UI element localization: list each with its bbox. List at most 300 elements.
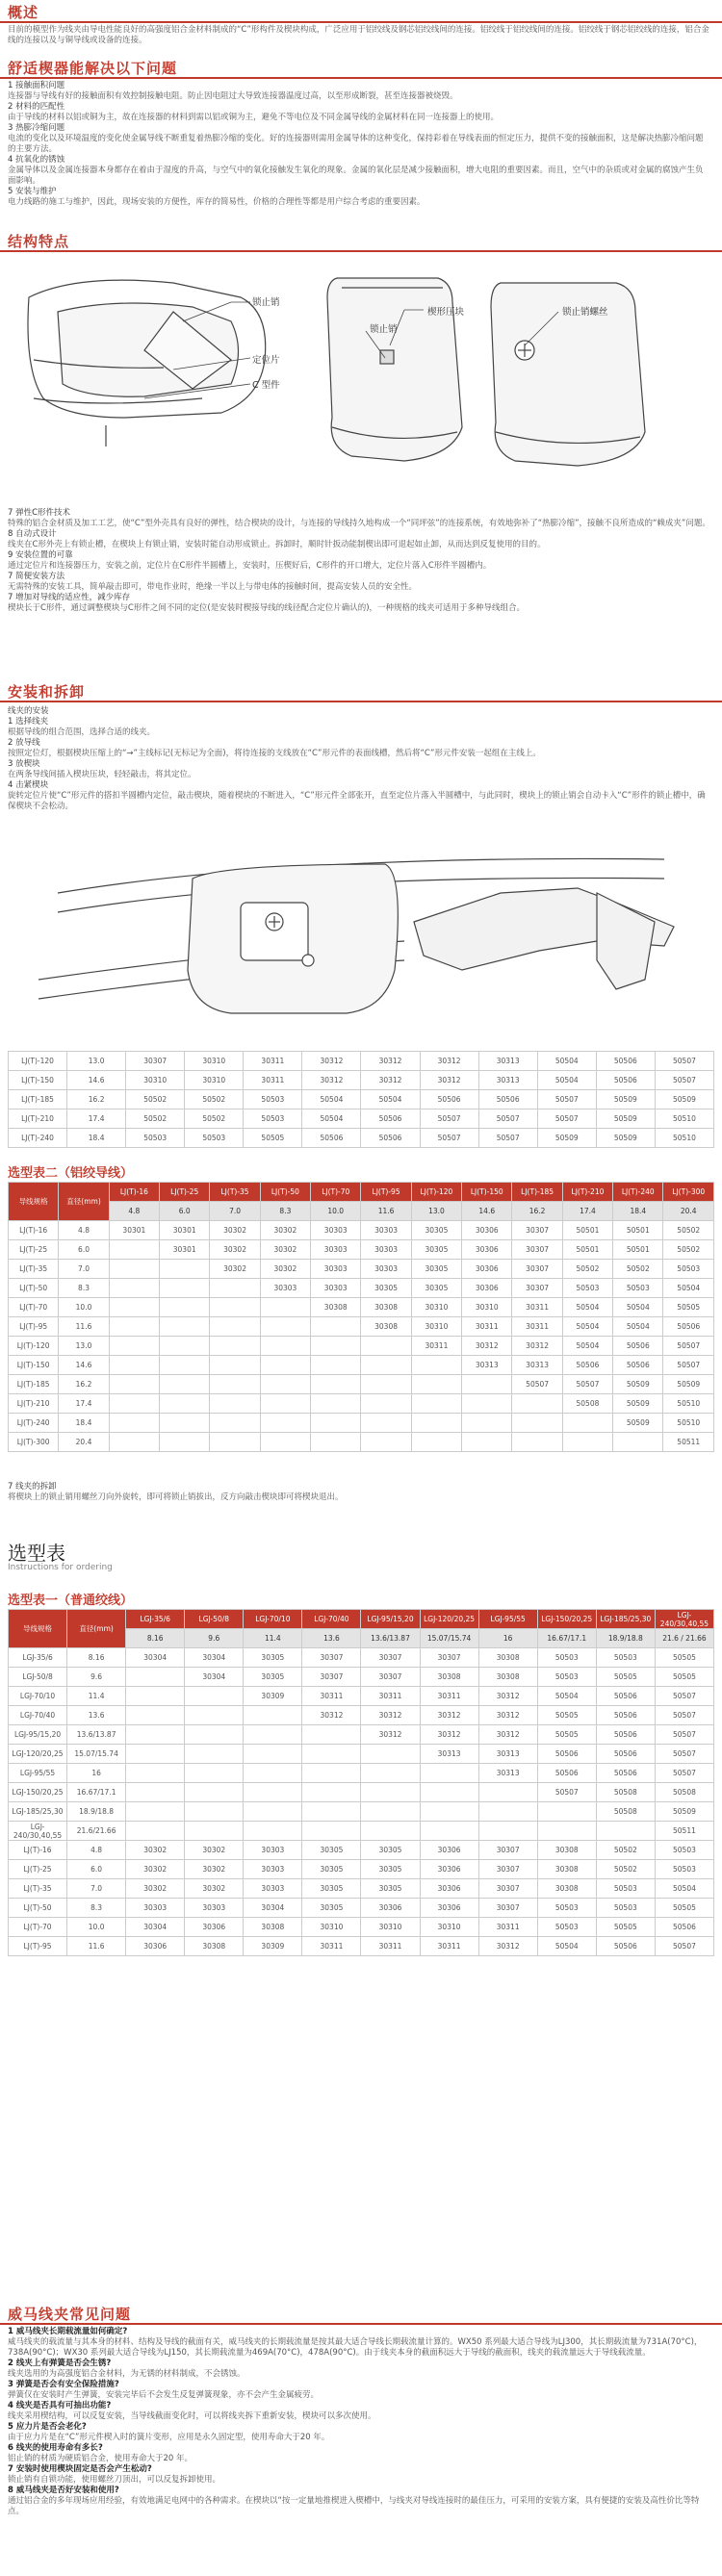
table-cell: 50506 (596, 1745, 655, 1764)
table-cell: 50507 (420, 1129, 478, 1148)
table-cell: 50507 (655, 1687, 713, 1706)
table-cell: 50507 (420, 1109, 478, 1129)
table-cell: 21.6/21.66 (67, 1822, 126, 1841)
structure-feature-text: 无需特殊的安装工具，简单敲击即可，带电作业时，绝缘一半以上与带电体的接触时间，提高安装人员的安全性。 (8, 582, 418, 592)
table-cell: LJ(T)-50 (9, 1279, 59, 1298)
table1-title: 选型表一（普通绞线） (8, 1594, 134, 1608)
column-diameter: 17.4 (562, 1202, 612, 1221)
table-cell: 8.16 (67, 1648, 126, 1668)
table-cell: 50507 (562, 1375, 612, 1394)
column-header: LGJ-120/20,25 (420, 1610, 478, 1629)
table-cell: 30312 (302, 1706, 361, 1725)
table-cell (160, 1317, 210, 1337)
table-cell (462, 1433, 512, 1452)
table-cell (185, 1764, 244, 1783)
table-cell: LJ(T)-70 (9, 1918, 67, 1937)
table-cell (537, 1802, 596, 1822)
table-cell: 30301 (160, 1221, 210, 1240)
problem-heading: 4 抗氧化的锈蚀 (8, 155, 65, 165)
table-cell (210, 1394, 260, 1414)
table-cell: 30312 (478, 1725, 537, 1745)
table-cell (185, 1802, 244, 1822)
table-cell: 50508 (596, 1802, 655, 1822)
table-cell (562, 1414, 612, 1433)
structure-drawing (0, 254, 722, 499)
faq-question: 1 威马线夹长期载流量如何确定? (8, 2327, 128, 2336)
table-cell (361, 1394, 411, 1414)
column-diameter: 8.16 (126, 1629, 185, 1648)
table-cell: 30311 (420, 1687, 478, 1706)
table-cell: 50507 (537, 1783, 596, 1802)
column-diameter: 7.0 (210, 1202, 260, 1221)
faq-list (8, 2327, 710, 2517)
table-row (9, 1802, 714, 1822)
table-cell: 50503 (562, 1279, 612, 1298)
table-cell: 30305 (244, 1668, 302, 1687)
table-cell: 50510 (663, 1394, 714, 1414)
table-cell: LJ(T)-210 (9, 1109, 67, 1129)
table-cell: 18.9/18.8 (67, 1802, 126, 1822)
table-cell: 30301 (109, 1221, 159, 1240)
table-cell (109, 1260, 159, 1279)
table-cell: 50504 (562, 1337, 612, 1356)
table-cell: 50509 (655, 1802, 713, 1822)
table-cell: 50504 (302, 1090, 361, 1109)
table-cell: LJ(T)-150 (9, 1071, 67, 1090)
table-cell: 50506 (596, 1706, 655, 1725)
table-cell: 30312 (462, 1337, 512, 1356)
table-cell (260, 1317, 310, 1337)
install-title: 安装和拆卸 (8, 683, 86, 701)
table-cell: 50502 (596, 1860, 655, 1879)
table-row (9, 1841, 714, 1860)
table-cell: 30306 (185, 1918, 244, 1937)
table-cell: 50501 (613, 1240, 663, 1260)
table-cell: 16.2 (59, 1375, 109, 1394)
table-cell: 30302 (210, 1221, 260, 1240)
table-cell: 6.0 (67, 1860, 126, 1879)
table-row (9, 1109, 714, 1129)
table-cell (126, 1745, 185, 1764)
structure-feature-heading: 7 增加对导线的适应性，减少库存 (8, 593, 131, 602)
table-cell: 50509 (655, 1090, 713, 1109)
table-cell: 10.0 (59, 1298, 109, 1317)
column-header: LGJ-70/10 (244, 1610, 302, 1629)
column-diameter: 21.6 / 21.66 (655, 1629, 713, 1648)
column-diameter: 6.0 (160, 1202, 210, 1221)
table-cell: 30312 (302, 1052, 361, 1071)
table-cell (126, 1764, 185, 1783)
table-cell (302, 1783, 361, 1802)
structure-list (8, 508, 710, 614)
problem-text: 电流的变化以及环境温度的变化使金属导线不断重复着热膨冷缩的变化。好的连接器则需用金属导体的这种变化，保持彩着在导线表面的恒定压力，提供不变的接触面积，这是解决热膨冷缩问题的主要方法。 (8, 134, 704, 154)
table-cell: 50504 (655, 1879, 713, 1899)
faq-answer: 线夹选用的为高强度铝合金材料，为无锈的材料制成，不会锈蚀。 (8, 2369, 245, 2379)
table-cell: 30313 (478, 1052, 537, 1071)
removal-block (8, 1482, 710, 1503)
table-cell (109, 1337, 159, 1356)
table-cell: 50506 (596, 1937, 655, 1956)
table-cell: 30303 (311, 1279, 361, 1298)
table-cell (185, 1745, 244, 1764)
table-cell: 6.0 (59, 1240, 109, 1260)
table-cell: 50510 (655, 1109, 713, 1129)
table-cell: 50506 (596, 1725, 655, 1745)
table-row (9, 1279, 714, 1298)
table-cell: 30302 (210, 1260, 260, 1279)
table2 (8, 1182, 714, 1452)
table-cell: 30307 (361, 1668, 420, 1687)
table-cell: 30310 (302, 1918, 361, 1937)
install-step-text: 旋转定位片使“C”形元件的搭扣半圆槽内定位，敲击楔块，随着楔块的不断进入，“C”形元件全部张开，直至定位片落入半圆槽中，与此同时，楔块上的锁止销会自动卡入“C”形件的锁止槽中，确保楔块不会松动。 (8, 791, 706, 811)
problem-heading: 3 热膨冷缩问题 (8, 123, 65, 133)
table-cell: 50501 (562, 1221, 612, 1240)
table-row (9, 1090, 714, 1109)
table-cell: 13.6 (67, 1706, 126, 1725)
table-cell: LJ(T)-25 (9, 1240, 59, 1260)
table-cell (244, 1745, 302, 1764)
table-cell: 30307 (512, 1221, 562, 1240)
table-row (9, 1260, 714, 1279)
table-cell (109, 1298, 159, 1317)
table-cell: 30306 (462, 1221, 512, 1240)
table-cell (109, 1240, 159, 1260)
column-header: LJ(T)-120 (411, 1183, 461, 1202)
table-cell: 30312 (361, 1071, 420, 1090)
table-cell: 50505 (663, 1298, 714, 1317)
table-cell (361, 1783, 420, 1802)
table-cell: 30311 (361, 1937, 420, 1956)
table-cell: 14.6 (67, 1071, 126, 1090)
install-drawing (0, 835, 722, 1047)
table-row (9, 1783, 714, 1802)
table-cell: 30302 (260, 1240, 310, 1260)
table-cell: 30310 (185, 1052, 244, 1071)
table-cell (311, 1414, 361, 1433)
column-diameter: 11.6 (361, 1202, 411, 1221)
table-cell: 50507 (655, 1745, 713, 1764)
table-cell: LJ(T)-35 (9, 1260, 59, 1279)
table-cell: 11.6 (59, 1317, 109, 1337)
table-cell: 50507 (512, 1375, 562, 1394)
table-cell (260, 1433, 310, 1452)
table-cell: 20.4 (59, 1433, 109, 1452)
table-cell (244, 1725, 302, 1745)
table-cell: 50502 (562, 1260, 612, 1279)
table-cell (311, 1337, 361, 1356)
table-cell: 50507 (655, 1071, 713, 1090)
table-cell: 30310 (185, 1071, 244, 1090)
column-header: LGJ-95/55 (478, 1610, 537, 1629)
faq-question: 3 弹簧是否会有安全保险措施? (8, 2380, 119, 2389)
table-cell: 30307 (512, 1260, 562, 1279)
table-cell: LJ(T)-185 (9, 1090, 67, 1109)
table-cell: 30309 (244, 1687, 302, 1706)
table-cell: 30307 (126, 1052, 185, 1071)
table-cell: 50504 (537, 1071, 596, 1090)
table-cell (160, 1394, 210, 1414)
table-cell: 50509 (537, 1129, 596, 1148)
table-cell (160, 1375, 210, 1394)
table-cell: 9.6 (67, 1668, 126, 1687)
table-row (9, 1687, 714, 1706)
column-header: LGJ-240/30,40,55 (655, 1610, 713, 1629)
structure-title: 结构特点 (8, 233, 70, 250)
table-cell (420, 1802, 478, 1822)
table-cell: 30311 (411, 1337, 461, 1356)
table-cell (160, 1298, 210, 1317)
table-cell: 30302 (185, 1841, 244, 1860)
table-cell: LJ(T)-120 (9, 1337, 59, 1356)
faq-question: 2 线夹上有弹簧是否会生锈? (8, 2359, 112, 2368)
table-cell: 30313 (478, 1745, 537, 1764)
label-lock-screw: 锁止销螺丝 (562, 307, 608, 318)
table-row (9, 1356, 714, 1375)
corner-cell: 导线规格 (9, 1183, 59, 1221)
table-cell: 10.0 (67, 1918, 126, 1937)
faq-title: 威马线夹常见问题 (8, 2306, 132, 2323)
column-diameter: 14.6 (462, 1202, 512, 1221)
table-cell: LJ(T)-240 (9, 1129, 67, 1148)
table-cell: 8.3 (67, 1899, 126, 1918)
column-diameter: 16.2 (512, 1202, 562, 1221)
structure-feature-text: 楔块长于C形件，通过调整楔块与C形件之间不同的定位(是安装时楔接导线的线径配合定位片确认的)，一种规格的线夹可适用于多种导线组合。 (8, 603, 526, 613)
table-row (9, 1298, 714, 1317)
table-cell: 50503 (537, 1899, 596, 1918)
column-header: LGJ-185/25,30 (596, 1610, 655, 1629)
faq-answer: 由于应力片是在“C”形元件楔入时的簧片变形，应用是永久固定型，使用寿命大于20 年。 (8, 2433, 330, 2442)
table-cell: LJ(T)-95 (9, 1317, 59, 1337)
table-cell (210, 1337, 260, 1356)
table-cell: 50503 (244, 1109, 302, 1129)
table-cell: 50506 (537, 1764, 596, 1783)
table-cell (126, 1706, 185, 1725)
table-cell: 50502 (185, 1090, 244, 1109)
table-cell: 50506 (420, 1090, 478, 1109)
table-cell: 30307 (420, 1648, 478, 1668)
table-cell: 30306 (462, 1279, 512, 1298)
column-diameter: 10.0 (311, 1202, 361, 1221)
label-c-part: C 型件 (252, 380, 280, 391)
table-cell: 50506 (596, 1687, 655, 1706)
table-cell: 50504 (361, 1090, 420, 1109)
column-diameter: 9.6 (185, 1629, 244, 1648)
column-diameter: 13.0 (411, 1202, 461, 1221)
table-cell: 50503 (537, 1648, 596, 1668)
faq-question: 4 线夹是否具有可抽出功能? (8, 2401, 112, 2410)
table-cell: 7.0 (67, 1879, 126, 1899)
table-cell: 30307 (302, 1668, 361, 1687)
column-diameter: 13.6/13.87 (361, 1629, 420, 1648)
table-cell (244, 1783, 302, 1802)
column-header: LGJ-95/15,20 (361, 1610, 420, 1629)
install-step-text: 按照定位灯，根据楔块压缩上的“→”主线标记(无标记为全面)，将待连接的支线放在“C”形元件的表面线槽，然后将“C”形元件安装一起组在主线上。 (8, 749, 541, 758)
table-cell: 30308 (420, 1668, 478, 1687)
table-cell: 30307 (302, 1648, 361, 1668)
column-diameter: 18.9/18.8 (596, 1629, 655, 1648)
faq-answer: 线夹采用楔结构，可以反复安装，当导线截面变化时，可以将线夹拆下重新安装，楔块可以多次使用。 (8, 2411, 376, 2421)
table-cell: 30313 (512, 1356, 562, 1375)
table-cell: LGJ-120/20,25 (9, 1745, 67, 1764)
table-cell: 50504 (537, 1937, 596, 1956)
table-cell (420, 1764, 478, 1783)
table-cell: 50510 (655, 1129, 713, 1148)
table-cell: 50509 (596, 1109, 655, 1129)
table-cell (260, 1394, 310, 1414)
table-cell (302, 1745, 361, 1764)
table-cell (160, 1414, 210, 1433)
table-cell: 30301 (160, 1240, 210, 1260)
table-cell: 13.0 (59, 1337, 109, 1356)
table-cell: 50502 (126, 1109, 185, 1129)
table-cell: 50506 (478, 1090, 537, 1109)
table-cell: 50502 (663, 1240, 714, 1260)
faq-answer: 锁止销有自锁功能，使用螺丝刀顶出，可以反复拆卸使用。 (8, 2475, 221, 2485)
table-cell: 30305 (411, 1279, 461, 1298)
table0 (8, 1051, 714, 1148)
structure-feature-heading: 8 自动式设计 (8, 529, 57, 539)
table-row (9, 1433, 714, 1452)
table-cell: 50502 (185, 1109, 244, 1129)
table-cell: 50506 (663, 1317, 714, 1337)
table-cell (244, 1706, 302, 1725)
column-diameter: 20.4 (663, 1202, 714, 1221)
table-cell: 30305 (361, 1841, 420, 1860)
table-cell: 50505 (244, 1129, 302, 1148)
table-cell (462, 1414, 512, 1433)
table-cell: 30311 (478, 1918, 537, 1937)
faq-answer: 弹簧仅在安装时产生弹簧，安装完毕后不会发生反复弹簧现象，亦不会产生金属疲劳。 (8, 2390, 320, 2400)
table-row (9, 1375, 714, 1394)
table-cell (160, 1260, 210, 1279)
table-cell: 30305 (411, 1260, 461, 1279)
structure-feature-text: 特殊的铝合金材质及加工工艺，使“C”型外壳具有良好的弹性，结合楔块的设计，与连接的导线持久地构成一个“同坪弦”的连接系统，有效地弥补了“热膨冷缩”，接触不良所造成的“赖成夹”问题。 (8, 519, 710, 528)
table-cell (361, 1745, 420, 1764)
table-cell (302, 1764, 361, 1783)
install-divider (0, 701, 722, 702)
table-cell: LJ(T)-70 (9, 1298, 59, 1317)
table-cell: LGJ-70/40 (9, 1706, 67, 1725)
table-cell: 50510 (663, 1414, 714, 1433)
table-row (9, 1317, 714, 1337)
table-cell (478, 1822, 537, 1841)
table-cell: 50507 (663, 1337, 714, 1356)
table-cell: 50508 (596, 1783, 655, 1802)
column-header: LJ(T)-16 (109, 1183, 159, 1202)
column-header: LJ(T)-210 (562, 1183, 612, 1202)
table-cell: 30311 (302, 1937, 361, 1956)
table-cell: 50506 (302, 1129, 361, 1148)
table0-grid (8, 1051, 714, 1148)
table-cell (311, 1433, 361, 1452)
table1-grid (8, 1609, 714, 1956)
table-cell: 50505 (537, 1706, 596, 1725)
table-cell: 30303 (311, 1260, 361, 1279)
table-cell: 30302 (185, 1860, 244, 1879)
table-cell (109, 1375, 159, 1394)
table-cell (160, 1356, 210, 1375)
table-cell (185, 1822, 244, 1841)
table-cell (160, 1337, 210, 1356)
table-cell: 30304 (244, 1899, 302, 1918)
table2-title: 选型表二（铝绞导线） (8, 1166, 134, 1181)
table-cell: 30312 (361, 1725, 420, 1745)
table-cell: 13.0 (67, 1052, 126, 1071)
table-cell: 50509 (613, 1394, 663, 1414)
table-cell: 30305 (361, 1279, 411, 1298)
table-row (9, 1129, 714, 1148)
table-cell: 50509 (613, 1414, 663, 1433)
table-cell (462, 1375, 512, 1394)
table-cell (185, 1706, 244, 1725)
table-cell: 30303 (361, 1221, 411, 1240)
column-header: LJ(T)-95 (361, 1183, 411, 1202)
table-cell: 30310 (462, 1298, 512, 1317)
table-cell: 30305 (302, 1860, 361, 1879)
label-locating-pin: 定位片 (252, 355, 280, 366)
table-cell: 30304 (126, 1648, 185, 1668)
table-cell: 30304 (126, 1918, 185, 1937)
table-cell: 50505 (655, 1668, 713, 1687)
table-cell: 50504 (562, 1317, 612, 1337)
table-cell (126, 1802, 185, 1822)
table-cell: LJ(T)-16 (9, 1841, 67, 1860)
problems-list (8, 81, 710, 208)
table-cell: LJ(T)-240 (9, 1414, 59, 1433)
table-cell: 30303 (260, 1279, 310, 1298)
table-cell (411, 1414, 461, 1433)
table-cell: 30311 (512, 1317, 562, 1337)
table-cell (210, 1279, 260, 1298)
table-cell (260, 1375, 310, 1394)
table-cell (361, 1433, 411, 1452)
table-row (9, 1221, 714, 1240)
table-cell: 30306 (420, 1879, 478, 1899)
table-row (9, 1725, 714, 1745)
column-diameter: 8.3 (260, 1202, 310, 1221)
table-cell: 30313 (478, 1071, 537, 1090)
table-cell: 30312 (478, 1937, 537, 1956)
table-cell (411, 1394, 461, 1414)
table-cell (311, 1375, 361, 1394)
table-cell: 50506 (596, 1764, 655, 1783)
removal-text: 将楔块上的锁止销用螺丝刀向外旋转，即可将锁止销拔出，反方向敲击楔块即可将楔块退出。 (8, 1492, 344, 1502)
table-cell: 50502 (596, 1841, 655, 1860)
overview-title: 概述 (8, 4, 39, 21)
table-cell: 50506 (596, 1071, 655, 1090)
table-cell: 30303 (244, 1860, 302, 1879)
column-header: LJ(T)-240 (613, 1183, 663, 1202)
table-cell: 30306 (420, 1899, 478, 1918)
table-cell: 50505 (655, 1648, 713, 1668)
install-list (8, 706, 710, 812)
table-cell: 50511 (663, 1433, 714, 1452)
table-cell (361, 1375, 411, 1394)
table-cell (562, 1433, 612, 1452)
column-header: LJ(T)-300 (663, 1183, 714, 1202)
table-cell (596, 1822, 655, 1841)
table-cell: 30312 (512, 1337, 562, 1356)
table-cell: 50503 (655, 1841, 713, 1860)
table-cell (361, 1802, 420, 1822)
table-cell: 30303 (126, 1899, 185, 1918)
table-cell: 30305 (302, 1841, 361, 1860)
table-cell: LJ(T)-25 (9, 1860, 67, 1879)
table-row (9, 1337, 714, 1356)
faq-question: 6 线夹的使用寿命有多长? (8, 2443, 103, 2453)
column-header: LJ(T)-25 (160, 1183, 210, 1202)
table-cell: 30302 (185, 1879, 244, 1899)
